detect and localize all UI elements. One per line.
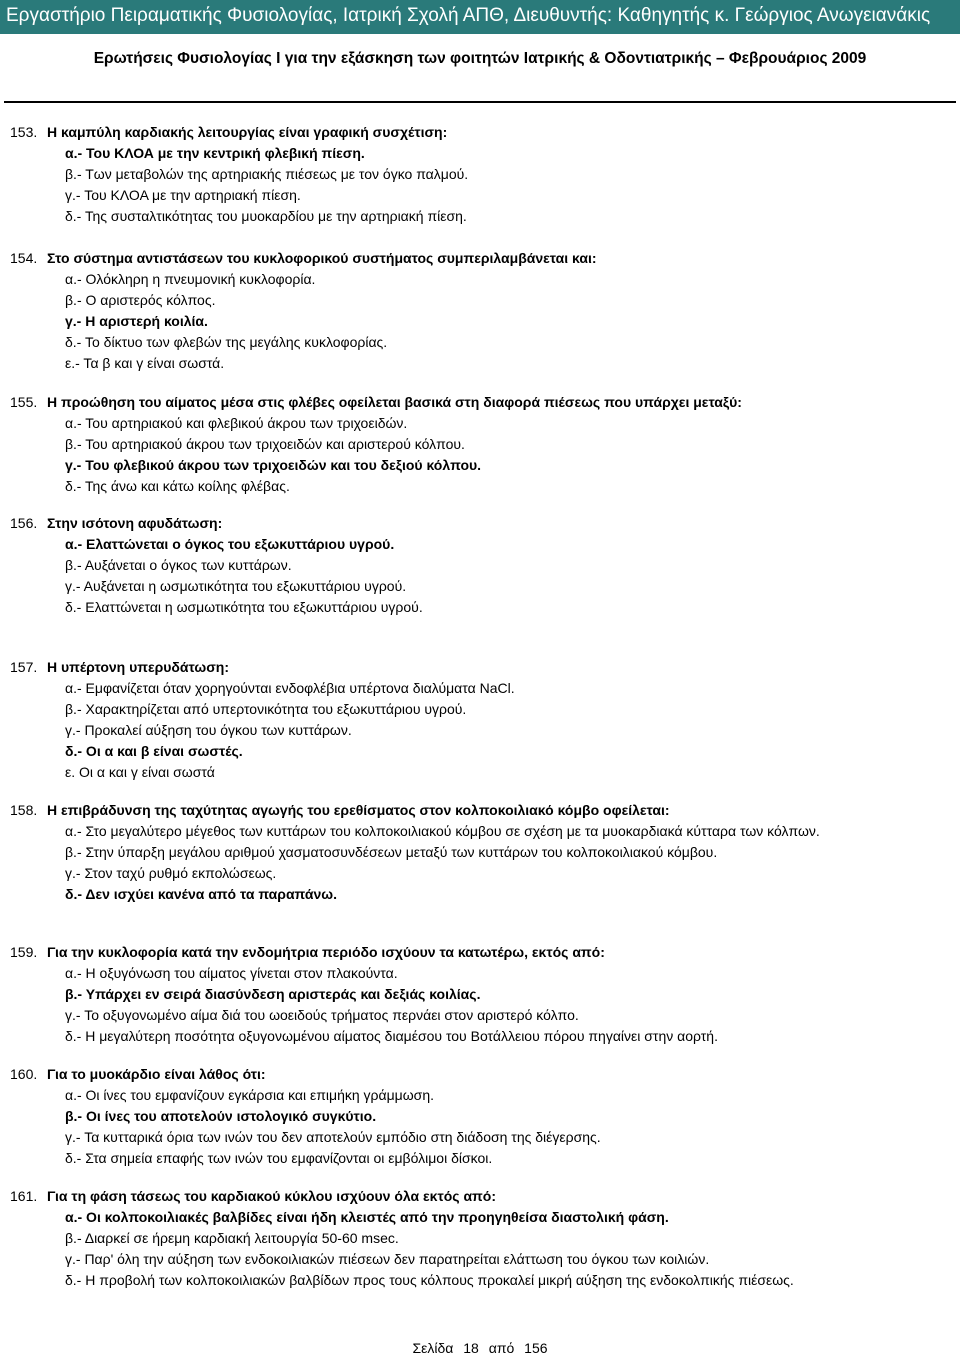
answer-option: β.- Υπάρχει εν σειρά διασύνδεση αριστεράς και δεξιάς κοιλίας. bbox=[65, 986, 481, 1002]
answer-option: γ.- Η αριστερή κοιλία. bbox=[65, 313, 208, 329]
question-number: 155. bbox=[10, 394, 38, 410]
question-header bbox=[0, 942, 960, 963]
question-number: 158. bbox=[10, 802, 38, 818]
question-header bbox=[0, 392, 960, 413]
answer-option: γ.- Το οξυγονωμένο αίμα διά του ωοειδούς τρήματος περνάει στον αριστερό κόλπο. bbox=[65, 1007, 579, 1023]
answer-option: γ.- Του ΚΛΟΑ με την αρτηριακή πίεση. bbox=[65, 187, 301, 203]
question-text: Η επιβράδυνση της ταχύτητας αγωγής του ερεθίσματος στον κολποκοιλιακό κόμβο οφείλεται: bbox=[47, 802, 670, 818]
page-total: 156 bbox=[524, 1340, 548, 1356]
answer-option: δ.- Δεν ισχύει κανένα από τα παραπάνω. bbox=[65, 886, 337, 902]
question-text: Η υπέρτονη υπερυδάτωση: bbox=[47, 659, 229, 675]
question-block bbox=[0, 1064, 960, 1169]
question-block bbox=[0, 657, 960, 783]
header-divider bbox=[4, 101, 956, 103]
question-block bbox=[0, 942, 960, 1047]
question-text: Στην ισότονη αφυδάτωση: bbox=[47, 515, 223, 531]
lab-banner: Εργαστήριο Πειραματικής Φυσιολογίας, Ιατρική Σχολή ΑΠΘ, Διευθυντής: Καθηγητής κ. Γεώργιος Ανωγειανάκις bbox=[0, 0, 960, 34]
question-text: Στο σύστημα αντιστάσεων του κυκλοφορικού συστήματος συμπεριλαμβάνεται και: bbox=[47, 250, 597, 266]
answer-option: ε.- Τα β και γ είναι σωστά. bbox=[65, 355, 225, 371]
question-number: 156. bbox=[10, 515, 38, 531]
question-header bbox=[0, 248, 960, 269]
answer-option: α.- Η οξυγόνωση του αίματος γίνεται στον πλακούντα. bbox=[65, 965, 398, 981]
answer-option: α.- Ελαττώνεται ο όγκος του εξωκυττάριου υγρού. bbox=[65, 536, 395, 552]
question-block bbox=[0, 248, 960, 374]
answer-option: δ.- Της συσταλτικότητας του μυοκαρδίου με την αρτηριακή πίεση. bbox=[65, 208, 467, 224]
answer-option: β.- Χαρακτηρίζεται από υπερτονικότητα του εξωκυττάριου υγρού. bbox=[65, 701, 467, 717]
question-number: 154. bbox=[10, 250, 38, 266]
question-text: Για το μυοκάρδιο είναι λάθος ότι: bbox=[47, 1066, 266, 1082]
question-number: 159. bbox=[10, 944, 38, 960]
answer-option: β.- Των μεταβολών της αρτηριακής πιέσεως με τον όγκο παλμού. bbox=[65, 166, 469, 182]
question-header bbox=[0, 513, 960, 534]
question-header bbox=[0, 1186, 960, 1207]
question-block bbox=[0, 392, 960, 497]
answer-option: α.- Του ΚΛΟΑ με την κεντρική φλεβική πίεση. bbox=[65, 145, 365, 161]
answer-option: γ.- Προκαλεί αύξηση του όγκου των κυττάρων. bbox=[65, 722, 352, 738]
page-of-label: από bbox=[488, 1340, 515, 1356]
question-header bbox=[0, 800, 960, 821]
question-block bbox=[0, 513, 960, 618]
answer-option: γ.- Παρ' όλη την αύξηση των ενδοκοιλιακών πιέσεων δεν παρατηρείται ελάττωση του όγκου των κοιλιών. bbox=[65, 1251, 710, 1267]
page-footer bbox=[0, 1340, 960, 1356]
question-number: 161. bbox=[10, 1188, 38, 1204]
answer-option: α.- Οι κολποκοιλιακές βαλβίδες είναι ήδη κλειστές από την προηγηθείσα διαστολική φάση. bbox=[65, 1209, 669, 1225]
answer-option: δ.- Το δίκτυο των φλεβών της μεγάλης κυκλοφορίας. bbox=[65, 334, 388, 350]
question-block bbox=[0, 122, 960, 227]
answer-option: γ.- Τα κυτταρικά όρια των ινών του δεν αποτελούν εμπόδιο στη διάδοση της διέγερσης. bbox=[65, 1129, 601, 1145]
answer-option: β.- Του αρτηριακού άκρου των τριχοειδών και αριστερού κόλπου. bbox=[65, 436, 465, 452]
question-number: 160. bbox=[10, 1066, 38, 1082]
question-number: 153. bbox=[10, 124, 38, 140]
question-header bbox=[0, 1064, 960, 1085]
document-subtitle: Ερωτήσεις Φυσιολογίας Ι για την εξάσκηση των φοιτητών Ιατρικής & Οδοντιατρικής – Φεβρουάριος 2009 bbox=[93, 50, 867, 67]
question-text: Για την κυκλοφορία κατά την ενδομήτρια περιόδο ισχύουν τα κατωτέρω, εκτός από: bbox=[47, 944, 605, 960]
answer-option: β.- Αυξάνεται ο όγκος των κυττάρων. bbox=[65, 557, 292, 573]
answer-option: β.- Ο αριστερός κόλπος. bbox=[65, 292, 216, 308]
answer-option: γ.- Στον ταχύ ρυθμό εκπολώσεως. bbox=[65, 865, 277, 881]
question-number: 157. bbox=[10, 659, 38, 675]
question-text: Η προώθηση του αίματος μέσα στις φλέβες οφείλεται βασικά στη διαφορά πιέσεως που υπάρχει μεταξύ: bbox=[47, 394, 742, 410]
answer-option: δ.- Της άνω και κάτω κοίλης φλέβας. bbox=[65, 478, 290, 494]
answer-option: β.- Στην ύπαρξη μεγάλου αριθμού χασματοσυνδέσεων μεταξύ των κυττάρων του κολποκοιλιακού κόμβου. bbox=[65, 844, 718, 860]
question-header bbox=[0, 657, 960, 678]
answer-option: δ.- Η προβολή των κολποκοιλιακών βαλβίδων προς τους κόλπους προκαλεί μικρή αύξηση της ενδοκολπικής πιέσεως. bbox=[65, 1272, 794, 1288]
answer-option: δ.- Στα σημεία επαφής των ινών του εμφανίζονται οι εμβόλιμοι δίσκοι. bbox=[65, 1150, 493, 1166]
question-text: Η καμπύλη καρδιακής λειτουργίας είναι γραφική συσχέτιση: bbox=[47, 124, 448, 140]
answer-option: β.- Οι ίνες του αποτελούν ιστολογικό συγκύτιο. bbox=[65, 1108, 377, 1124]
question-text: Για τη φάση τάσεως του καρδιακού κύκλου ισχύουν όλα εκτός από: bbox=[47, 1188, 496, 1204]
answer-option: ε. Οι α και γ είναι σωστά bbox=[65, 764, 215, 780]
question-block bbox=[0, 1186, 960, 1291]
answer-option: γ.- Του φλεβικού άκρου των τριχοειδών και του δεξιού κόλπου. bbox=[65, 457, 482, 473]
question-header bbox=[0, 122, 960, 143]
answer-option: δ.- Οι α και β είναι σωστές. bbox=[65, 743, 243, 759]
answer-option: α.- Οι ίνες του εμφανίζουν εγκάρσια και επιμήκη γράμμωση. bbox=[65, 1087, 434, 1103]
answer-option: δ.- Ελαττώνεται η ωσμωτικότητα του εξωκυττάριου υγρού. bbox=[65, 599, 423, 615]
answer-option: γ.- Αυξάνεται η ωσμωτικότητα του εξωκυττάριου υγρού. bbox=[65, 578, 407, 594]
answer-option: α.- Εμφανίζεται όταν χορηγούνται ενδοφλέβια υπέρτονα διαλύματα NaCl. bbox=[65, 680, 515, 696]
answer-option: δ.- Η μεγαλύτερη ποσότητα οξυγονωμένου αίματος διαμέσου του Βοτάλλειου πόρου πηγαίνει στην αορτή. bbox=[65, 1028, 718, 1044]
page-header bbox=[0, 0, 960, 84]
answer-option: α.- Ολόκληρη η πνευμονική κυκλοφορία. bbox=[65, 271, 316, 287]
answer-option: α.- Στο μεγαλύτερο μέγεθος των κυττάρων του κολποκοιλιακού κόμβου σε σχέση με τα μυοκαρδιακά κύτταρα των κόλπων. bbox=[65, 823, 820, 839]
page-current: 18 bbox=[463, 1340, 479, 1356]
answer-option: β.- Διαρκεί σε ήρεμη καρδιακή λειτουργία 50-60 msec. bbox=[65, 1230, 399, 1246]
page-label: Σελίδα bbox=[412, 1340, 454, 1356]
question-block bbox=[0, 800, 960, 905]
answer-option: α.- Του αρτηριακού και φλεβικού άκρου των τριχοειδών. bbox=[65, 415, 408, 431]
